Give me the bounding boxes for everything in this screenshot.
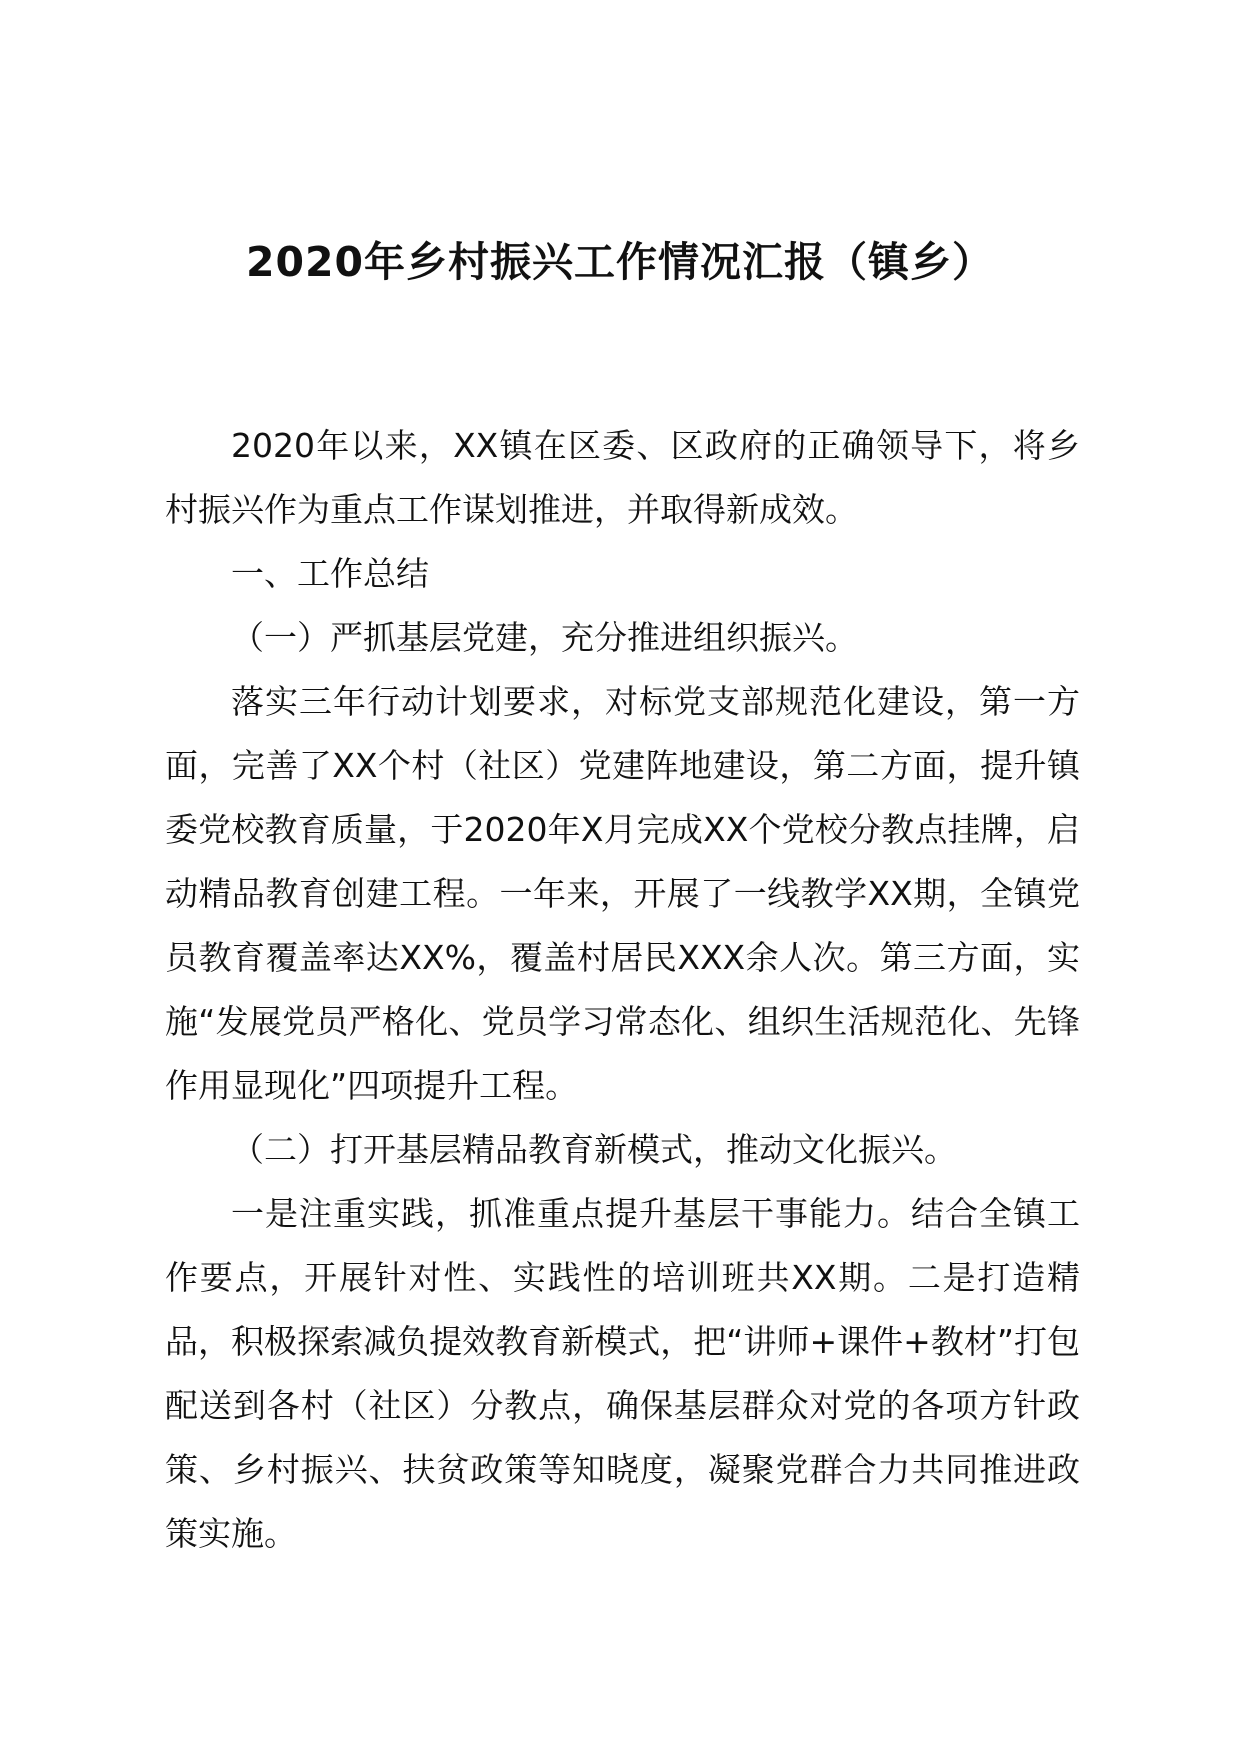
party-building-paragraph: 落实三年行动计划要求，对标党支部规范化建设，第一方面，完善了XX个村（社区）党建阵地建设，第二方面，提升镇委党校教育质量，于2020年X月完成XX个党校分教点挂牌，启动精品教育创建工程。一年来，开展了一线教学XX期，全镇党员教育覆盖率达XX%，覆盖村居民XXX余人次。第三方面，实施“发展党员严格化、党员学习常态化、组织生活规范化、先锋作用显现化”四项提升工程。 (165, 682, 1080, 1105)
document-title: 2020年乡村振兴工作情况汇报（镇乡） (245, 238, 995, 286)
subsection-heading-education-model: （二）打开基层精品教育新模式，推动文化振兴。 (231, 1130, 957, 1169)
document-body (165, 414, 1080, 1566)
education-model-paragraph: 一是注重实践，抓准重点提升基层干事能力。结合全镇工作要点，开展针对性、实践性的培训班共XX期。二是打造精品，积极探索减负提效教育新模式，把“讲师+课件+教材”打包配送到各村（社区）分教点，确保基层群众对党的各项方针政策、乡村振兴、扶贫政策等知晓度，凝聚党群合力共同推进政策实施。 (165, 1194, 1080, 1553)
section-heading-work-summary: 一、工作总结 (231, 554, 429, 593)
subsection-heading-party-building: （一）严抓基层党建，充分推进组织振兴。 (231, 618, 858, 657)
intro-paragraph: 2020年以来，XX镇在区委、区政府的正确领导下，将乡村振兴作为重点工作谋划推进，并取得新成效。 (165, 426, 1080, 529)
